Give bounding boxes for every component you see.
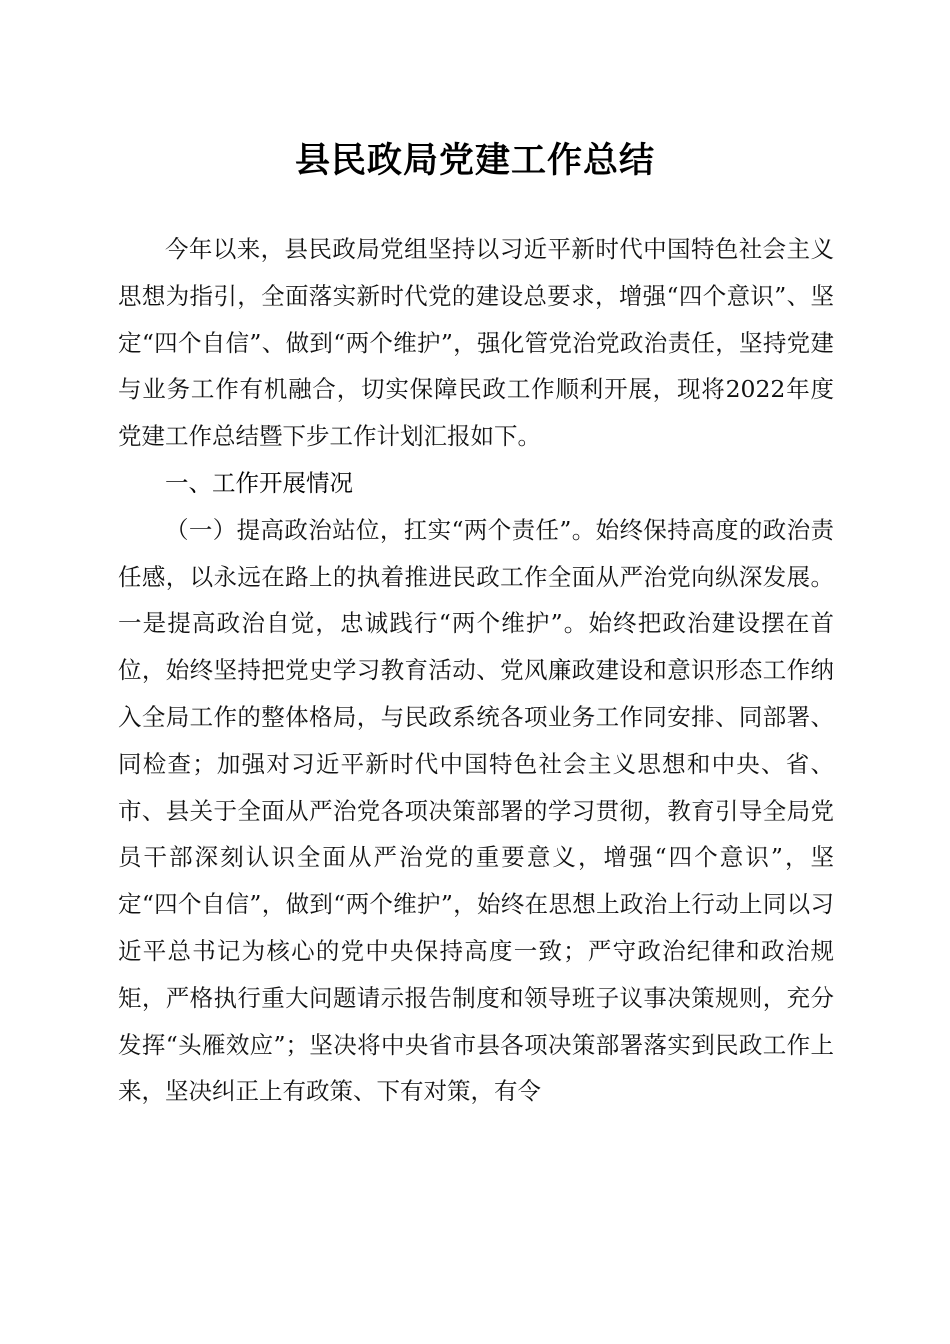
document-title: 县民政局党建工作总结 xyxy=(294,140,655,181)
subsection-lead: （一）提高政治站位，扛实“两个责任”。 xyxy=(165,515,596,544)
section-paragraph xyxy=(118,507,834,1115)
intro-paragraph: 今年以来，县民政局党组坚持以习近平新时代中国特色社会主义思想为指引，全面落实新时代党的建设总要求，增强“四个意识”、坚定“四个自信”、做到“两个维护”，强化管党治党政治责任，坚持党建与业务工作有机融合，切实保障民政工作顺利开展，现将2022年度党建工作总结暨下步工作计划汇报如下。 xyxy=(118,235,834,451)
document-body xyxy=(118,226,834,1115)
subsection-body: 始终保持高度的政治责任感，以永远在路上的执着推进民政工作全面从严治党向纵深发展。一是提高政治自觉，忠诚践行“两个维护”。始终把政治建设摆在首位，始终坚持把党史学习教育活动、党风廉政建设和意识形态工作纳入全局工作的整体格局，与民政系统各项业务工作同安排、同部署、同检查；加强对习近平新时代中国特色社会主义思想和中央、省、市、县关于全面从严治党各项决策部署的学习贯彻，教育引导全局党员干部深刻认识全面从严治党的重要意义，增强“四个意识”，坚定“四个自信”，做到“两个维护”，始终在思想上政治上行动上同以习近平总书记为核心的党中央保持高度一致；严守政治纪律和政治规矩，严格执行重大问题请示报告制度和领导班子议事决策规则，充分发挥“头雁效应”；坚决将中央省市县各项决策部署落实到民政工作上来，坚决纠正上有政策、下有对策，有令 xyxy=(118,515,835,1106)
section-heading: 一、工作开展情况 xyxy=(165,468,353,497)
